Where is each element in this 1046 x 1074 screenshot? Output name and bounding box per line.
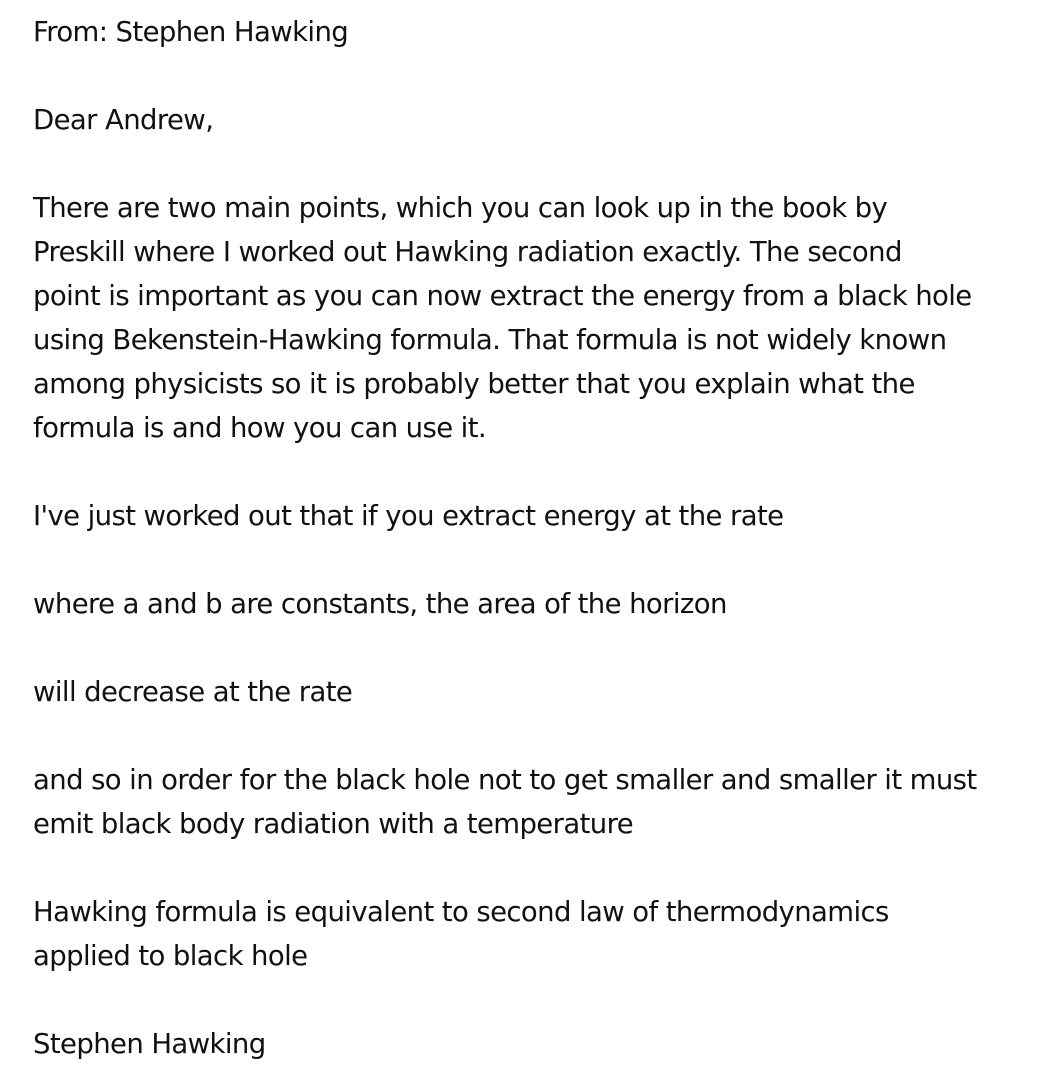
paragraph-line: There are two main points, which you can look up in the book by <box>33 192 888 224</box>
paragraph-line: point is important as you can now extract the energy from a black hole <box>33 280 972 312</box>
spacer <box>33 714 1023 758</box>
paragraph-black-body <box>33 758 1023 846</box>
spacer <box>33 450 1023 494</box>
paragraph-line: emit black body radiation with a temperature <box>33 808 634 840</box>
signature: Stephen Hawking <box>33 1028 266 1060</box>
paragraph-line: formula is and how you can use it. <box>33 412 487 444</box>
paragraph-line: applied to black hole <box>33 940 308 972</box>
letter-body <box>33 10 1023 1066</box>
spacer <box>33 142 1023 186</box>
spacer <box>33 54 1023 98</box>
paragraph-constants: where a and b are constants, the area of the horizon <box>33 588 727 620</box>
from-line: From: Stephen Hawking <box>33 16 349 48</box>
paragraph-line: among physicists so it is probably better that you explain what the <box>33 368 915 400</box>
paragraph-decrease-rate: will decrease at the rate <box>33 676 353 708</box>
paragraph-line: Preskill where I worked out Hawking radiation exactly. The second <box>33 236 902 268</box>
paragraph-extract-energy: I've just worked out that if you extract energy at the rate <box>33 500 784 532</box>
spacer <box>33 846 1023 890</box>
paragraph-line: Hawking formula is equivalent to second law of thermodynamics <box>33 896 889 928</box>
paragraph-second-law <box>33 890 1023 978</box>
spacer <box>33 538 1023 582</box>
paragraph-main-points <box>33 186 1023 450</box>
paragraph-line: and so in order for the black hole not to get smaller and smaller it must <box>33 764 977 796</box>
paragraph-line: using Bekenstein-Hawking formula. That formula is not widely known <box>33 324 947 356</box>
spacer <box>33 978 1023 1022</box>
salutation: Dear Andrew, <box>33 104 214 136</box>
spacer <box>33 626 1023 670</box>
